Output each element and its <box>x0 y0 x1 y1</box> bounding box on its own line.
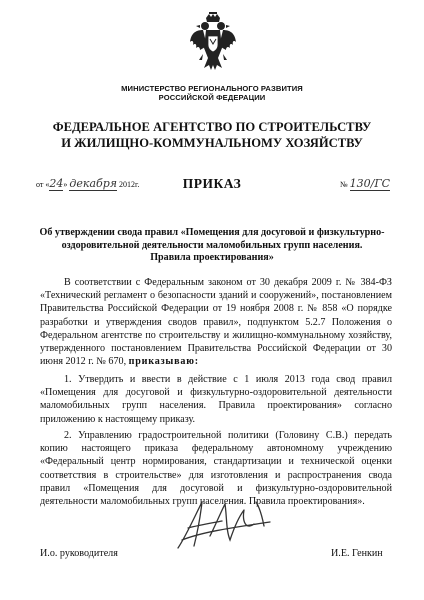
signatory-position: И.о. руководителя <box>40 548 118 559</box>
item-1-paragraph: 1. Утвердить и ввести в действие с 1 июля 2013 года свод правил «Помещения для досуговой и физкультурно-оздоровительной деятельности маломобильных групп населения. Правила проектирования» согласно приложению к настоящему приказу. <box>40 374 392 425</box>
date-year-prefix: 2012 <box>119 180 136 189</box>
number-value: 130/ГС <box>349 177 391 190</box>
date-day: 24 <box>49 177 64 190</box>
item-2-paragraph: 2. Управлению градостроительной политики (Головину С.В.) передать копию настоящего приказа федеральному автономному учреждению «Федеральный центр нормирования, стандартизации и технической оценки соответствия в строительстве» для изготовления и распространения свода правил «Помещения для досуговой и физкультурно-оздоровительной деятельности маломобильных групп населения. Правила проектирования». <box>40 430 392 508</box>
order-heading: ПРИКАЗ <box>182 176 242 191</box>
order-date <box>36 177 139 190</box>
order-title-line3: Правила проектирования» <box>150 252 274 263</box>
handwritten-signature-icon <box>170 488 280 558</box>
order-title-line2: оздоровительной деятельности маломобильных групп населения. <box>61 239 363 251</box>
ministry-name-line1: МИНИСТЕРСТВО РЕГИОНАЛЬНОГО РАЗВИТИЯ <box>121 84 303 93</box>
eagle-emblem-icon <box>189 12 237 74</box>
ministry-name-line2: РОССИЙСКОЙ ФЕДЕРАЦИИ <box>158 93 266 102</box>
date-month: декабря <box>69 177 118 190</box>
date-year-suffix: г. <box>135 180 140 189</box>
date-prefix: от « <box>36 180 50 189</box>
preamble-text: В соответствии с Федеральным законом от 30 декабря 2009 г. № 384-ФЗ «Технический регламент о безопасности зданий и сооружений», постановлением Правительства Российской Федерации от 19 ноября 2008 г. № 858 «О порядке разработки и утверждения сводов правил», подпунктом 5.2.7 Положения о Федеральном агентстве по строительству и жилищно-коммунальному хозяйству, утвержденного постановлением Правительства Российской Федерации от 30 июня 2012 г. № 670, <box>40 277 392 368</box>
order-number <box>340 177 390 190</box>
number-prefix: № <box>340 180 348 189</box>
preamble-paragraph <box>40 276 392 368</box>
agency-name-line2: И ЖИЛИЩНО-КОММУНАЛЬНОМУ ХОЗЯЙСТВУ <box>61 136 363 150</box>
order-title-line1: Об утверждении свода правил «Помещения для досуговой и физкультурно- <box>39 227 385 238</box>
agency-name-line1: ФЕДЕРАЛЬНОЕ АГЕНТСТВО ПО СТРОИТЕЛЬСТВУ <box>52 120 372 134</box>
signatory-name: И.Е. Генкин <box>331 548 383 559</box>
date-quote: » <box>63 180 68 189</box>
preamble-order-word: приказываю: <box>128 356 199 368</box>
